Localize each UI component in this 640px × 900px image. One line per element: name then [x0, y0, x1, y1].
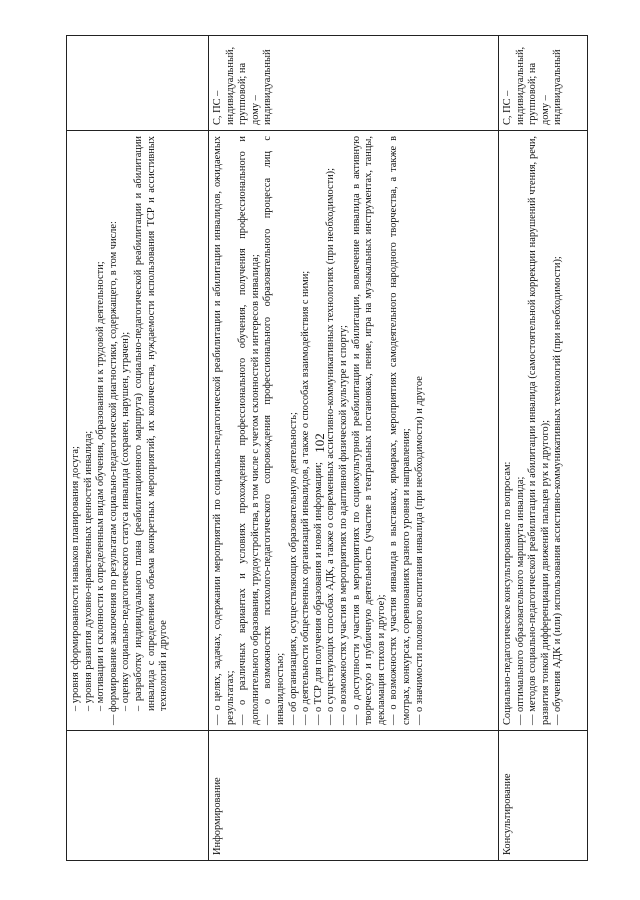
content-line: — методов социально-педагогической реабилитации и абилитации инвалида (самостоятельной коррекции нарушений чтения, речи, развития тонкой дифференциации движений пальцев рук и другого); — [527, 136, 551, 725]
event-name-cell — [67, 730, 208, 860]
page-number: 102 — [312, 433, 327, 453]
rehabilitation-table — [66, 35, 588, 861]
event-name-cell: Консультирование — [499, 730, 587, 860]
content-line: — об организациях, осуществляющих образовательную деятельность; — [287, 412, 299, 725]
content-line: – уровня развития духовно-нравственных ценностей инвалида; — [82, 430, 94, 711]
content-line: — о деятельности общественных организаций инвалидов, а также о способах взаимодействия с ними; — [300, 270, 312, 725]
event-name-cell: Информирование — [209, 730, 498, 860]
content-line: – оценку социально-педагогического статуса инвалида (сохранен, нарушен, утрачен); — [120, 331, 132, 711]
content-line: — оптимального образовательного маршрута инвалида; — [514, 476, 526, 725]
content-line: — о возможностях участия инвалида в выставках, ярмарках, мероприятиях самодеятельного народного творчества, а также в смотрах, конкурсах, соревнованиях разного уровня и направления; — [388, 136, 412, 725]
content-line: – мотивации и склонности к определенным видам обучения, образования и к трудовой деятельности; — [95, 261, 107, 711]
content-line: — о ТСР для получения образования и новой информации; — [312, 462, 324, 725]
content-line: — о возможностях психолого-педагогического сопровождения профессионального образовательного процесса лиц с инвалидностью; — [262, 136, 286, 725]
content-line: – разработку индивидуального плана (реабилитационного маршрута) социально-педагогической реабилитации и абилитации инвалида с определением объема конкретных мероприятий, их количества, нуждаемости использования ТСР и ассистивных технологий и другое — [132, 136, 170, 711]
content-line: Социально-педагогическое консультирование по вопросам: — [502, 461, 513, 725]
event-form-cell: С, ПС – индивидуальный, групповой; на дому – индивидуальный — [502, 46, 564, 125]
event-content-cell — [209, 130, 498, 730]
content-line: — о целях, задачах, содержании мероприятий по социально-педагогической реабилитации и абилитации инвалидов, ожидаемых результатах; — [212, 136, 236, 725]
event-form-cell — [67, 36, 208, 130]
table-row — [499, 36, 587, 860]
event-form-cell: С, ПС – индивидуальный, групповой; на дому – индивидуальный — [212, 46, 274, 125]
content-line: — о доступности участия в мероприятиях по социокультурной реабилитации и абилитации, вовлечение инвалида в активную творческую и публичную деятельность (участие в театральных постановках, пение, игра на музыкальных инструментах, танцы, декламация стихов и другое); — [350, 136, 387, 725]
table-row — [67, 36, 209, 860]
content-line: — о различных вариантах и условиях прохождения профессионального обучения, получения профессионального и дополнительного образования, трудоустройства, в том числе с учетом склонностей и интересов инвалида; — [237, 136, 261, 725]
content-line: — формирование заключения по результатам социально-педагогической диагностики, содержащего, в том числе: — [107, 221, 119, 725]
content-line: — о существующих способах АДК, а также о современных ассистивно-коммуникативных технологиях (при необходимости); — [325, 167, 337, 725]
table-row — [209, 36, 499, 860]
content-line: – уровня сформированности навыков планирования досуга; — [70, 446, 81, 711]
content-line: — о возможностях участия в мероприятиях по адаптивной физической культуре и спорту; — [337, 325, 349, 725]
content-line: — обучения АДК и (или) использования ассистивно-коммуникативных технологий (при необходимости); — [552, 256, 564, 725]
event-content-cell — [499, 130, 587, 730]
event-content-cell — [67, 130, 208, 730]
rotated-table-wrapper — [66, 35, 588, 861]
content-line: — о значимости полового воспитания инвалида (при необходимости) и другое — [413, 376, 425, 725]
